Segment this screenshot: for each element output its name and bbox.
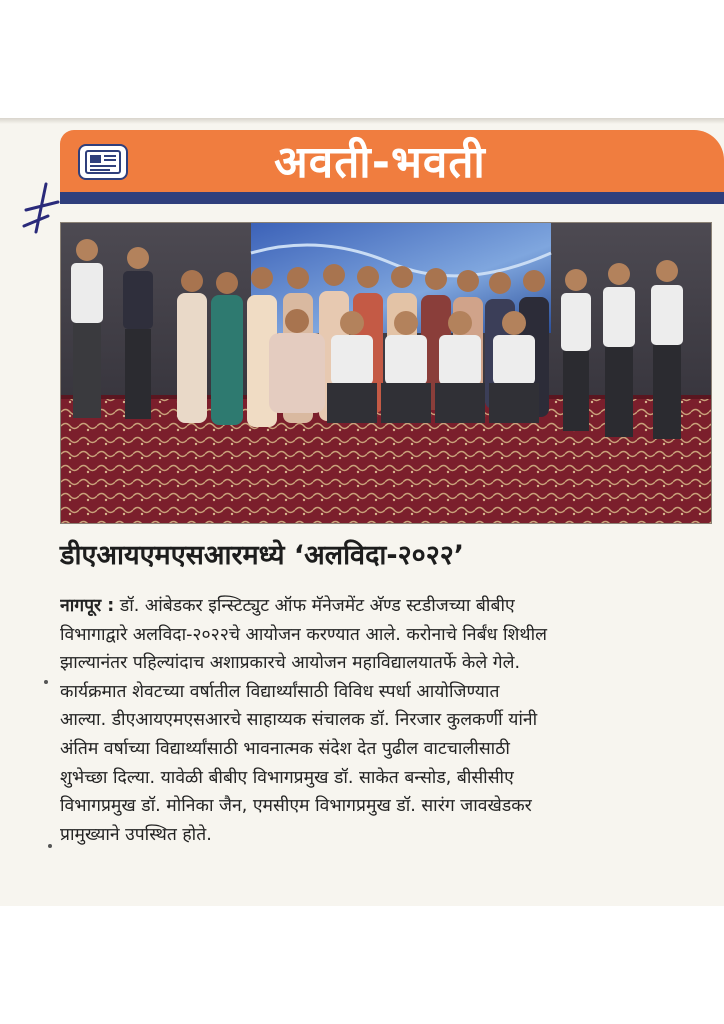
article-headline: डीएआयएमएसआरमध्ये ‘अलविदा-२०२२’ <box>60 540 465 571</box>
article-dateline: नागपूर : <box>60 596 115 616</box>
article-line-9: प्रामुख्याने उपस्थित होते. <box>60 824 212 845</box>
article-line-5: आल्या. डीएआयएमएसआरचे साहाय्यक संचालक डॉ. निरजार कुलकर्णी यांनी <box>60 710 538 731</box>
article-line-6: अंतिम वर्षाच्या विद्यार्थ्यांसाठी भावनात्मक संदेश देत पुढील वाटचालीसाठी <box>60 738 510 759</box>
print-speck <box>44 680 48 684</box>
print-speck <box>48 844 52 848</box>
section-title: अवती-भवती <box>274 137 486 188</box>
event-group-photo <box>60 222 712 524</box>
article-line-2: विभागाद्वारे अलविदा-२०२२चे आयोजन करण्यात आले. करोनाचे निर्बंध शिथील <box>60 624 547 645</box>
article-line-1: नागपूर : डॉ. आंबेडकर इन्स्टिट्युट ऑफ मॅनेजमेंट अ‍ॅण्ड स्टडीजच्या बीबीए <box>60 596 515 616</box>
clipping-top-edge <box>0 118 724 124</box>
newspaper-icon <box>78 144 128 180</box>
article-line-8: विभागप्रमुख डॉ. मोनिका जैन, एमसीएम विभागप्रमुख डॉ. सारंग जावखेडकर <box>60 796 532 817</box>
article-line-4: कार्यक्रमात शेवटच्या वर्षातील विद्यार्थ्यांसाठी विविध स्पर्धा आयोजिण्यात <box>60 681 500 702</box>
article-body <box>60 592 710 849</box>
section-header-rule <box>60 192 724 204</box>
article-line-3: झाल्यानंतर पहिल्यांदाच अशाप्रकारचे आयोजन महाविद्यालयातर्फे केले गेले. <box>60 653 521 674</box>
article-line-7: शुभेच्छा दिल्या. यावेळी बीबीए विभागप्रमुख डॉ. साकेत बन्सोड, बीसीसीए <box>60 767 514 788</box>
